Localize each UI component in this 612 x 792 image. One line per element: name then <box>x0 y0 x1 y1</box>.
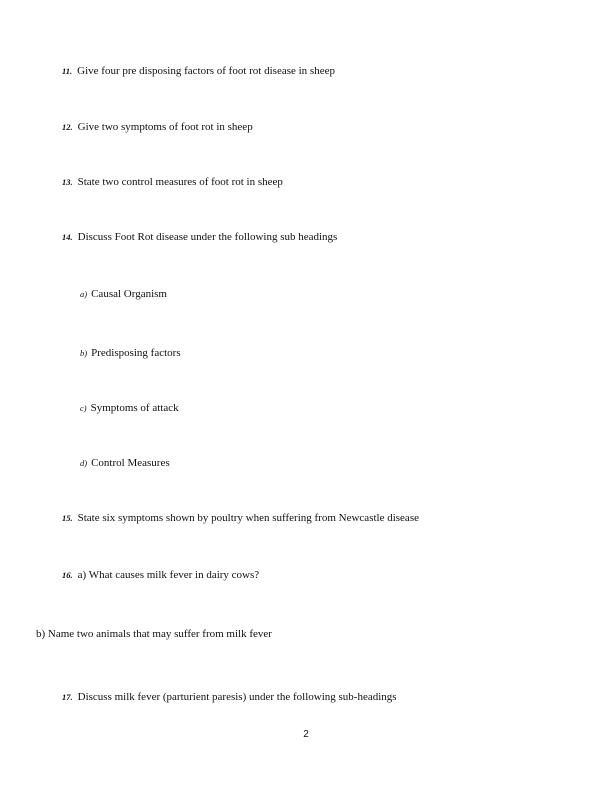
question-number: 16. <box>62 570 73 580</box>
question-12 <box>62 120 253 134</box>
question-13 <box>62 175 283 189</box>
question-15 <box>62 511 419 525</box>
page-number: 2 <box>303 729 309 740</box>
question-text: Discuss milk fever (parturient paresis) under the following sub-headings <box>77 691 397 703</box>
question-11 <box>62 64 335 78</box>
sub-question-label: c) <box>80 403 87 413</box>
sub-question-text: Predisposing factors <box>91 347 181 359</box>
question-number: 14. <box>62 232 73 242</box>
question-text: State six symptoms shown by poultry when suffering from Newcastle disease <box>77 512 419 524</box>
question-text: Give four pre disposing factors of foot rot disease in sheep <box>77 65 335 77</box>
sub-question-b <box>80 346 181 360</box>
sub-question-label: d) <box>80 458 88 468</box>
question-16 <box>62 568 259 582</box>
sub-question-a <box>80 287 167 301</box>
sub-question-c <box>80 401 179 415</box>
sub-question-label: a) <box>80 289 88 299</box>
sub-question-text: Control Measures <box>91 457 170 469</box>
sub-question-text: Symptoms of attack <box>90 402 179 414</box>
question-number: 15. <box>62 513 73 523</box>
question-text: Give two symptoms of foot rot in sheep <box>77 121 253 133</box>
question-text: State two control measures of foot rot in sheep <box>77 176 283 188</box>
question-text: Discuss Foot Rot disease under the following sub headings <box>77 231 338 243</box>
question-text: a) What causes milk fever in dairy cows? <box>77 569 260 581</box>
sub-question-label: b) <box>80 348 88 358</box>
question-17 <box>62 690 397 704</box>
question-number: 13. <box>62 177 73 187</box>
question-14 <box>62 230 337 244</box>
question-text: b) Name two animals that may suffer from milk fever <box>36 628 272 640</box>
question-16-part-b <box>36 627 272 641</box>
question-number: 11. <box>62 66 73 76</box>
question-number: 12. <box>62 122 73 132</box>
sub-question-d <box>80 456 170 470</box>
question-number: 17. <box>62 692 73 702</box>
sub-question-text: Causal Organism <box>91 288 167 300</box>
